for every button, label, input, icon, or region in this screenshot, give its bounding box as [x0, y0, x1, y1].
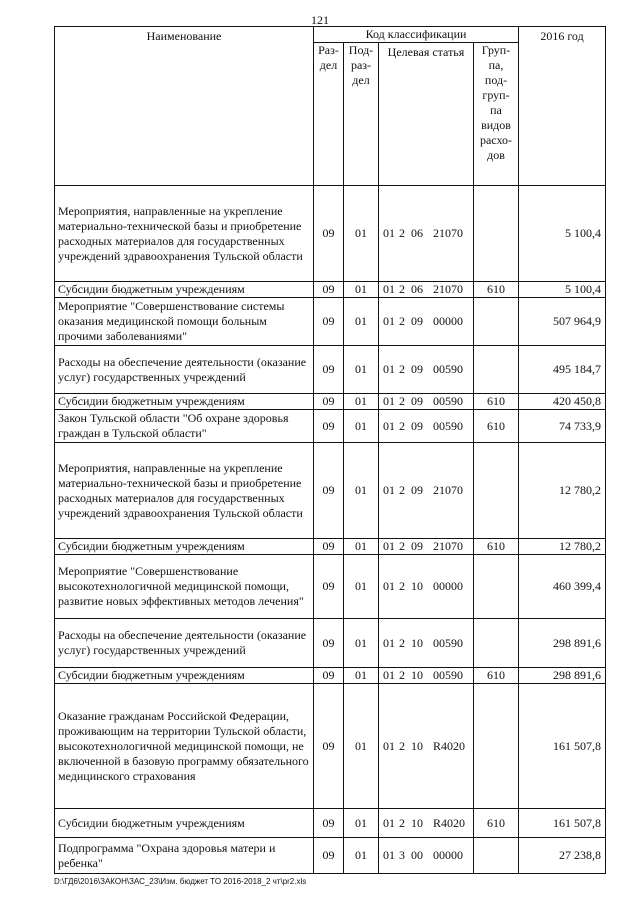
- row-section: 09: [314, 684, 344, 809]
- target-event: 10: [411, 668, 423, 682]
- row-section: 09: [314, 619, 344, 668]
- target-event: 09: [411, 539, 423, 553]
- table-row: [55, 443, 606, 539]
- row-name: Субсидии бюджетным учреждениям: [55, 809, 314, 838]
- row-target: [379, 298, 474, 346]
- target-program: 01: [383, 483, 395, 497]
- target-program: 01: [383, 635, 395, 650]
- target-program: 01: [383, 579, 395, 593]
- target-program: 01: [383, 282, 395, 296]
- header-name: Наименование: [55, 27, 314, 186]
- row-name: Субсидии бюджетным учреждениям: [55, 668, 314, 684]
- target-program: 01: [383, 362, 395, 376]
- target-event: 09: [411, 483, 423, 497]
- table-row: [55, 346, 606, 394]
- target-event: 00: [411, 848, 423, 862]
- target-direction: 21070: [433, 226, 463, 240]
- target-program: 01: [383, 314, 395, 328]
- row-name: Оказание гражданам Российской Федерации, проживающим на территории Тульской области, высокотехнологичной медицинской помощи, не включенной в базовую программу обязательного медицинского страхования: [55, 684, 314, 809]
- target-direction: R4020: [433, 815, 466, 830]
- row-amount: 5 100,4: [519, 282, 606, 298]
- row-name: Мероприятия, направленные на укрепление материально-технической базы и приобретение расходных материалов для государственных учреждений здравоохранения Тульской области: [55, 443, 314, 539]
- row-amount: 495 184,7: [519, 346, 606, 394]
- target-event: 06: [411, 282, 423, 296]
- row-amount: 161 507,8: [519, 809, 606, 838]
- row-name: Расходы на обеспечение деятельности (оказание услуг) государственных учреждений: [55, 619, 314, 668]
- row-section: 09: [314, 668, 344, 684]
- row-amount: 12 780,2: [519, 539, 606, 555]
- table-row: [55, 186, 606, 282]
- target-event: 09: [411, 418, 423, 433]
- row-expense-type: [474, 443, 519, 539]
- row-amount: 420 450,8: [519, 394, 606, 410]
- row-subsection: 01: [344, 186, 379, 282]
- row-name: Мероприятие "Совершенствование высокотехнологичной медицинской помощи, развитие новых эффективных методов лечения": [55, 555, 314, 619]
- target-program: 01: [383, 539, 395, 553]
- row-target: [379, 555, 474, 619]
- target-subprogram: 2: [399, 483, 405, 497]
- row-expense-type: [474, 346, 519, 394]
- table-body: [55, 186, 606, 874]
- row-name: Подпрограмма "Охрана здоровья матери и ребенка": [55, 838, 314, 874]
- row-target: [379, 282, 474, 298]
- row-target: [379, 394, 474, 410]
- target-event: 10: [411, 635, 423, 650]
- row-subsection: 01: [344, 668, 379, 684]
- target-subprogram: 2: [399, 738, 405, 753]
- table-row: [55, 298, 606, 346]
- budget-table: [54, 26, 606, 874]
- target-direction: 00590: [433, 668, 463, 682]
- header-code-group: Код классификации: [314, 27, 519, 43]
- target-direction: 00590: [433, 418, 463, 433]
- table-row: [55, 410, 606, 443]
- row-section: 09: [314, 809, 344, 838]
- row-subsection: 01: [344, 394, 379, 410]
- row-subsection: 01: [344, 838, 379, 874]
- target-subprogram: 2: [399, 226, 405, 240]
- target-program: 01: [383, 394, 395, 408]
- row-section: 09: [314, 186, 344, 282]
- target-event: 10: [411, 579, 423, 593]
- header-subsection: Под- раз- дел: [344, 43, 379, 186]
- row-subsection: 01: [344, 346, 379, 394]
- row-target: [379, 186, 474, 282]
- row-name: Закон Тульской области "Об охране здоровья граждан в Тульской области": [55, 410, 314, 443]
- row-target: [379, 410, 474, 443]
- target-program: 01: [383, 815, 395, 830]
- header-section: Раз- дел: [314, 43, 344, 186]
- row-amount: 27 238,8: [519, 838, 606, 874]
- target-subprogram: 2: [399, 418, 405, 433]
- row-amount: 507 964,9: [519, 298, 606, 346]
- row-expense-type: 610: [474, 539, 519, 555]
- target-direction: 00000: [433, 579, 463, 593]
- row-subsection: 01: [344, 809, 379, 838]
- row-amount: 12 780,2: [519, 443, 606, 539]
- row-subsection: 01: [344, 684, 379, 809]
- target-subprogram: 2: [399, 394, 405, 408]
- target-event: 09: [411, 394, 423, 408]
- table-row: [55, 838, 606, 874]
- table-row: [55, 684, 606, 809]
- row-section: 09: [314, 282, 344, 298]
- row-expense-type: 610: [474, 668, 519, 684]
- target-subprogram: 2: [399, 635, 405, 650]
- file-path-footer: D:\ГД6\2016\ЗАКОН\ЗАС_23\Изм. бюджет ТО 2016-2018_2 чт\pr2.xls: [54, 877, 307, 886]
- target-subprogram: 2: [399, 815, 405, 830]
- row-target: [379, 684, 474, 809]
- target-event: 09: [411, 362, 423, 376]
- row-section: 09: [314, 555, 344, 619]
- target-direction: 21070: [433, 282, 463, 296]
- target-direction: 00000: [433, 314, 463, 328]
- row-expense-type: [474, 555, 519, 619]
- target-direction: 21070: [433, 539, 463, 553]
- target-direction: R4020: [433, 738, 466, 753]
- row-target: [379, 443, 474, 539]
- row-subsection: 01: [344, 555, 379, 619]
- target-subprogram: 2: [399, 314, 405, 328]
- target-subprogram: 2: [399, 362, 405, 376]
- row-expense-type: [474, 298, 519, 346]
- target-program: 01: [383, 226, 395, 240]
- row-expense-type: [474, 684, 519, 809]
- header-expense-type: Груп- па, под- груп- па видов расхо- дов: [474, 43, 519, 186]
- target-subprogram: 2: [399, 579, 405, 593]
- row-name: Субсидии бюджетным учреждениям: [55, 394, 314, 410]
- row-name: Субсидии бюджетным учреждениям: [55, 539, 314, 555]
- target-direction: 00000: [433, 848, 463, 862]
- table-row: [55, 619, 606, 668]
- row-name: Мероприятие "Совершенствование системы оказания медицинской помощи больным прочими заболеваниями": [55, 298, 314, 346]
- row-amount: 460 399,4: [519, 555, 606, 619]
- target-event: 09: [411, 314, 423, 328]
- row-section: 09: [314, 410, 344, 443]
- target-program: 01: [383, 668, 395, 682]
- row-amount: 161 507,8: [519, 684, 606, 809]
- row-amount: 298 891,6: [519, 668, 606, 684]
- row-section: 09: [314, 443, 344, 539]
- header-year: 2016 год: [519, 27, 606, 186]
- row-target: [379, 539, 474, 555]
- row-section: 09: [314, 346, 344, 394]
- row-expense-type: 610: [474, 394, 519, 410]
- row-expense-type: [474, 186, 519, 282]
- target-subprogram: 3: [399, 848, 405, 862]
- target-direction: 00590: [433, 635, 463, 650]
- row-expense-type: 610: [474, 410, 519, 443]
- row-section: 09: [314, 298, 344, 346]
- row-target: [379, 809, 474, 838]
- row-subsection: 01: [344, 619, 379, 668]
- row-section: 09: [314, 838, 344, 874]
- row-name: Мероприятия, направленные на укрепление материально-технической базы и приобретение расходных материалов для государственных учреждений здравоохранения Тульской области: [55, 186, 314, 282]
- target-subprogram: 2: [399, 668, 405, 682]
- row-expense-type: [474, 619, 519, 668]
- row-expense-type: 610: [474, 809, 519, 838]
- header-target: Целевая статья: [379, 43, 474, 186]
- page-number: 121: [311, 13, 329, 27]
- table-row: [55, 555, 606, 619]
- target-program: 01: [383, 848, 395, 862]
- row-amount: 74 733,9: [519, 410, 606, 443]
- target-subprogram: 2: [399, 539, 405, 553]
- row-section: 09: [314, 539, 344, 555]
- target-direction: 00590: [433, 394, 463, 408]
- row-subsection: 01: [344, 298, 379, 346]
- table-row: [55, 394, 606, 410]
- row-amount: 5 100,4: [519, 186, 606, 282]
- target-direction: 21070: [433, 483, 463, 497]
- row-subsection: 01: [344, 443, 379, 539]
- row-target: [379, 619, 474, 668]
- target-direction: 00590: [433, 362, 463, 376]
- row-subsection: 01: [344, 539, 379, 555]
- row-subsection: 01: [344, 410, 379, 443]
- row-name: Субсидии бюджетным учреждениям: [55, 282, 314, 298]
- target-event: 06: [411, 226, 423, 240]
- table-row: [55, 809, 606, 838]
- target-subprogram: 2: [399, 282, 405, 296]
- row-amount: 298 891,6: [519, 619, 606, 668]
- table-row: [55, 539, 606, 555]
- row-subsection: 01: [344, 282, 379, 298]
- target-program: 01: [383, 418, 395, 433]
- target-event: 10: [411, 815, 423, 830]
- row-section: 09: [314, 394, 344, 410]
- target-program: 01: [383, 738, 395, 753]
- row-target: [379, 668, 474, 684]
- row-target: [379, 838, 474, 874]
- table-row: [55, 282, 606, 298]
- target-event: 10: [411, 738, 423, 753]
- table-header: [55, 27, 606, 186]
- row-expense-type: 610: [474, 282, 519, 298]
- row-target: [379, 346, 474, 394]
- row-name: Расходы на обеспечение деятельности (оказание услуг) государственных учреждений: [55, 346, 314, 394]
- table-row: [55, 668, 606, 684]
- row-expense-type: [474, 838, 519, 874]
